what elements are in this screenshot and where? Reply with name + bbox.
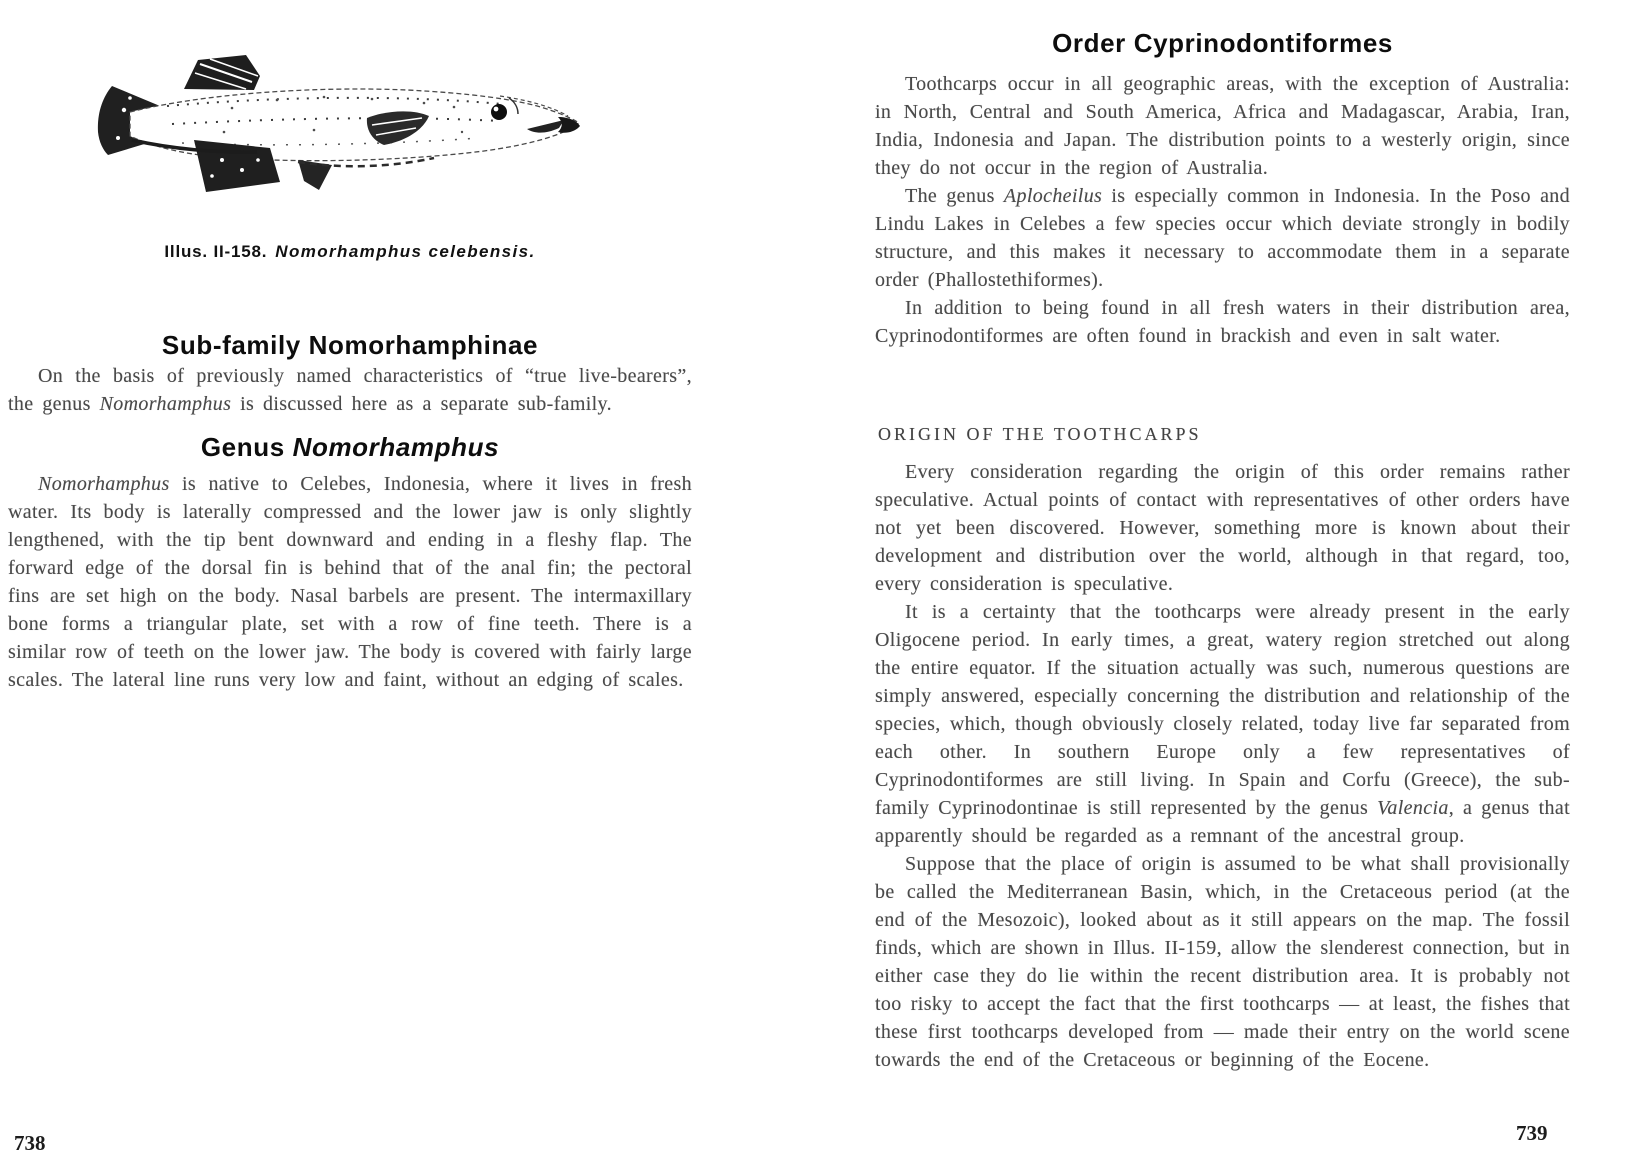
- paragraph: Toothcarps occur in all geographic areas, with the exception of Australia: in North, Central and South America, Africa and Madagascar, Arabia, Iran, India, Indonesia and Japan. The distribution points to a westerly origin, since they do not occur in the region of Australia.: [875, 73, 1570, 179]
- paragraph: The genus Aplocheilus is especially common in Indonesia. In the Poso and Lindu Lakes in Celebes a few species occur which deviate strongly in bodily structure, and this makes it necessary to accommodate them in a separate order (Phallostethiformes).: [875, 185, 1570, 291]
- fish-illustration: [72, 48, 587, 243]
- paragraph: It is a certainty that the toothcarps were already present in the early Oligocene period. In early times, a great, watery region stretched out along the entire equator. If the situation actually was such, numerous questions are simply answered, especially concerning the distribution and relationship of the species, which, though obviously closely related, today live far separated from each other. In southern Europe only a few representatives of Cyprinodontiformes are still living. In Spain and Corfu (Greece), the sub-family Cyprinodontinae is still represented by the genus Valencia, a genus that apparently should be regarded as a remnant of the ancestral group.: [875, 601, 1570, 847]
- page-number-right: 739: [1516, 1121, 1548, 1145]
- caption-label: Illus. II-158.: [164, 242, 268, 261]
- paragraph: Suppose that the place of origin is assumed to be what shall provisionally be called the Mediterranean Basin, which, in the Cretaceous period (at the end of the Mesozoic), looked about as it still appears on the map. The fossil finds, which are shown in Illus. II-159, allow the slenderest connection, but in either case they do lie within the recent distribution area. It is probably not too risky to accept the fact that the first toothcarps — at least, the fishes that these first toothcarps developed from — made their entry on the world scene towards the end of the Cretaceous or beginning of the Eocene.: [875, 853, 1570, 1071]
- paragraph: On the basis of previously named characteristics of “true live-bearers”, the genus Nomorhamphus is discussed here as a separate sub-family.: [8, 365, 692, 415]
- order-heading: Order Cyprinodontiformes: [1052, 28, 1393, 58]
- origin-section-heading: ORIGIN OF THE TOOTHCARPS: [878, 424, 1202, 444]
- page-number-left: 738: [14, 1131, 46, 1155]
- fish-drawing-icon: [72, 48, 587, 238]
- genus-heading: Genus Nomorhamphus: [200, 432, 500, 462]
- caption-species-name: Nomorhamphus celebensis.: [275, 242, 536, 261]
- origin-section-text: [875, 458, 1570, 1074]
- order-intro-text: [875, 70, 1570, 350]
- paragraph: Nomorhamphus is native to Celebes, Indonesia, where it lives in fresh water. Its body is laterally compressed and the lower jaw is only slightly lengthened, with the tip bent downward and ending in a fleshy flap. The forward edge of the dorsal fin is behind that of the anal fin; the pectoral fins are set high on the body. Nasal barbels are present. The intermaxillary bone forms a triangular plate, set with a row of fine teeth. There is a similar row of teeth on the lower jaw. The body is covered with fairly large scales. The lateral line runs very low and faint, without an edging of scales.: [8, 473, 692, 691]
- genus-text: [8, 470, 692, 694]
- paragraph: Every consideration regarding the origin of this order remains rather speculative. Actual points of contact with representatives of other orders have not yet been discovered. However, something more is known about their development and distribution over the world, although in that regard, too, every consideration is speculative.: [875, 461, 1570, 595]
- illustration-caption: [8, 242, 692, 262]
- fish-eye: [491, 104, 507, 120]
- subfamily-heading: Sub-family Nomorhamphinae: [161, 330, 539, 360]
- fish-anal-fin: [194, 140, 280, 192]
- subfamily-text: [8, 362, 692, 418]
- paragraph: In addition to being found in all fresh waters in their distribution area, Cyprinodontiformes are often found in brackish and even in salt water.: [875, 297, 1570, 347]
